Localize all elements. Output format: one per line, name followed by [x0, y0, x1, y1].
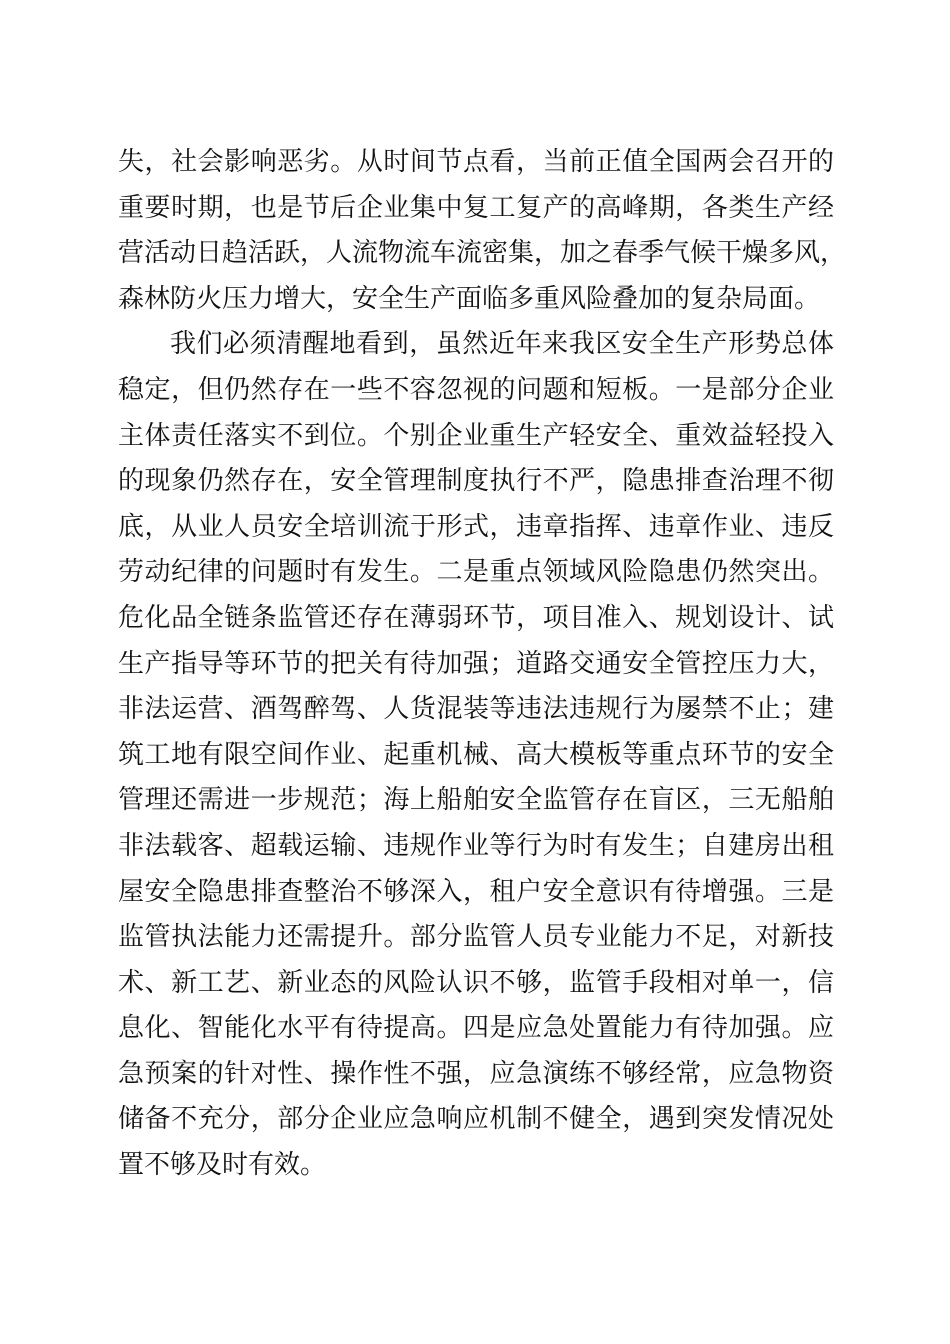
text-line: 非法运营、酒驾醉驾、人货混装等违法违规行为屡禁不止；建 — [118, 694, 834, 725]
document-body — [118, 140, 847, 1189]
text-line: 稳定，但仍然存在一些不容忽视的问题和短板。一是部分企业 — [118, 374, 834, 405]
text-line: 营活动日趋活跃，人流物流车流密集，加之春季气候干燥多风， — [118, 238, 847, 269]
text-line: 术、新工艺、新业态的风险认识不够，监管手段相对单一，信 — [118, 967, 834, 998]
text-line: 底，从业人员安全培训流于形式，违章指挥、违章作业、违反 — [118, 511, 834, 542]
text-line: 危化品全链条监管还存在薄弱环节，项目准入、规划设计、试 — [118, 602, 834, 633]
paragraph-1 — [118, 140, 847, 322]
text-line: 非法载客、超载运输、违规作业等行为时有发生；自建房出租 — [118, 830, 834, 861]
paragraph-2 — [118, 322, 834, 1188]
text-line: 失，社会影响恶劣。从时间节点看，当前正值全国两会召开的 — [118, 147, 834, 177]
text-line: 屋安全隐患排查整治不够深入，租户安全意识有待增强。三是 — [118, 876, 834, 907]
text-line: 监管执法能力还需提升。部分监管人员专业能力不足，对新技 — [118, 922, 834, 953]
text-line: 生产指导等环节的把关有待加强；道路交通安全管控压力大， — [118, 648, 834, 679]
text-line: 筑工地有限空间作业、起重机械、高大模板等重点环节的安全 — [118, 739, 834, 770]
text-line: 我们必须清醒地看到，虽然近年来我区安全生产形势总体 — [170, 329, 834, 360]
text-line: 森林防火压力增大，安全生产面临多重风险叠加的复杂局面。 — [118, 283, 821, 314]
text-line: 重要时期，也是节后企业集中复工复产的高峰期，各类生产经 — [118, 192, 834, 223]
text-line: 的现象仍然存在，安全管理制度执行不严，隐患排查治理不彻 — [118, 466, 834, 497]
text-line: 置不够及时有效。 — [118, 1150, 327, 1181]
text-line: 劳动纪律的问题时有发生。二是重点领域风险隐患仍然突出。 — [118, 557, 834, 588]
text-line: 管理还需进一步规范；海上船舶安全监管存在盲区，三无船舶 — [118, 785, 834, 816]
text-line: 急预案的针对性、操作性不强，应急演练不够经常，应急物资 — [118, 1058, 834, 1089]
text-line: 主体责任落实不到位。个别企业重生产轻安全、重效益轻投入 — [118, 420, 834, 451]
text-line: 息化、智能化水平有待提高。四是应急处置能力有待加强。应 — [118, 1013, 834, 1044]
text-line: 储备不充分，部分企业应急响应机制不健全，遇到突发情况处 — [118, 1104, 834, 1135]
